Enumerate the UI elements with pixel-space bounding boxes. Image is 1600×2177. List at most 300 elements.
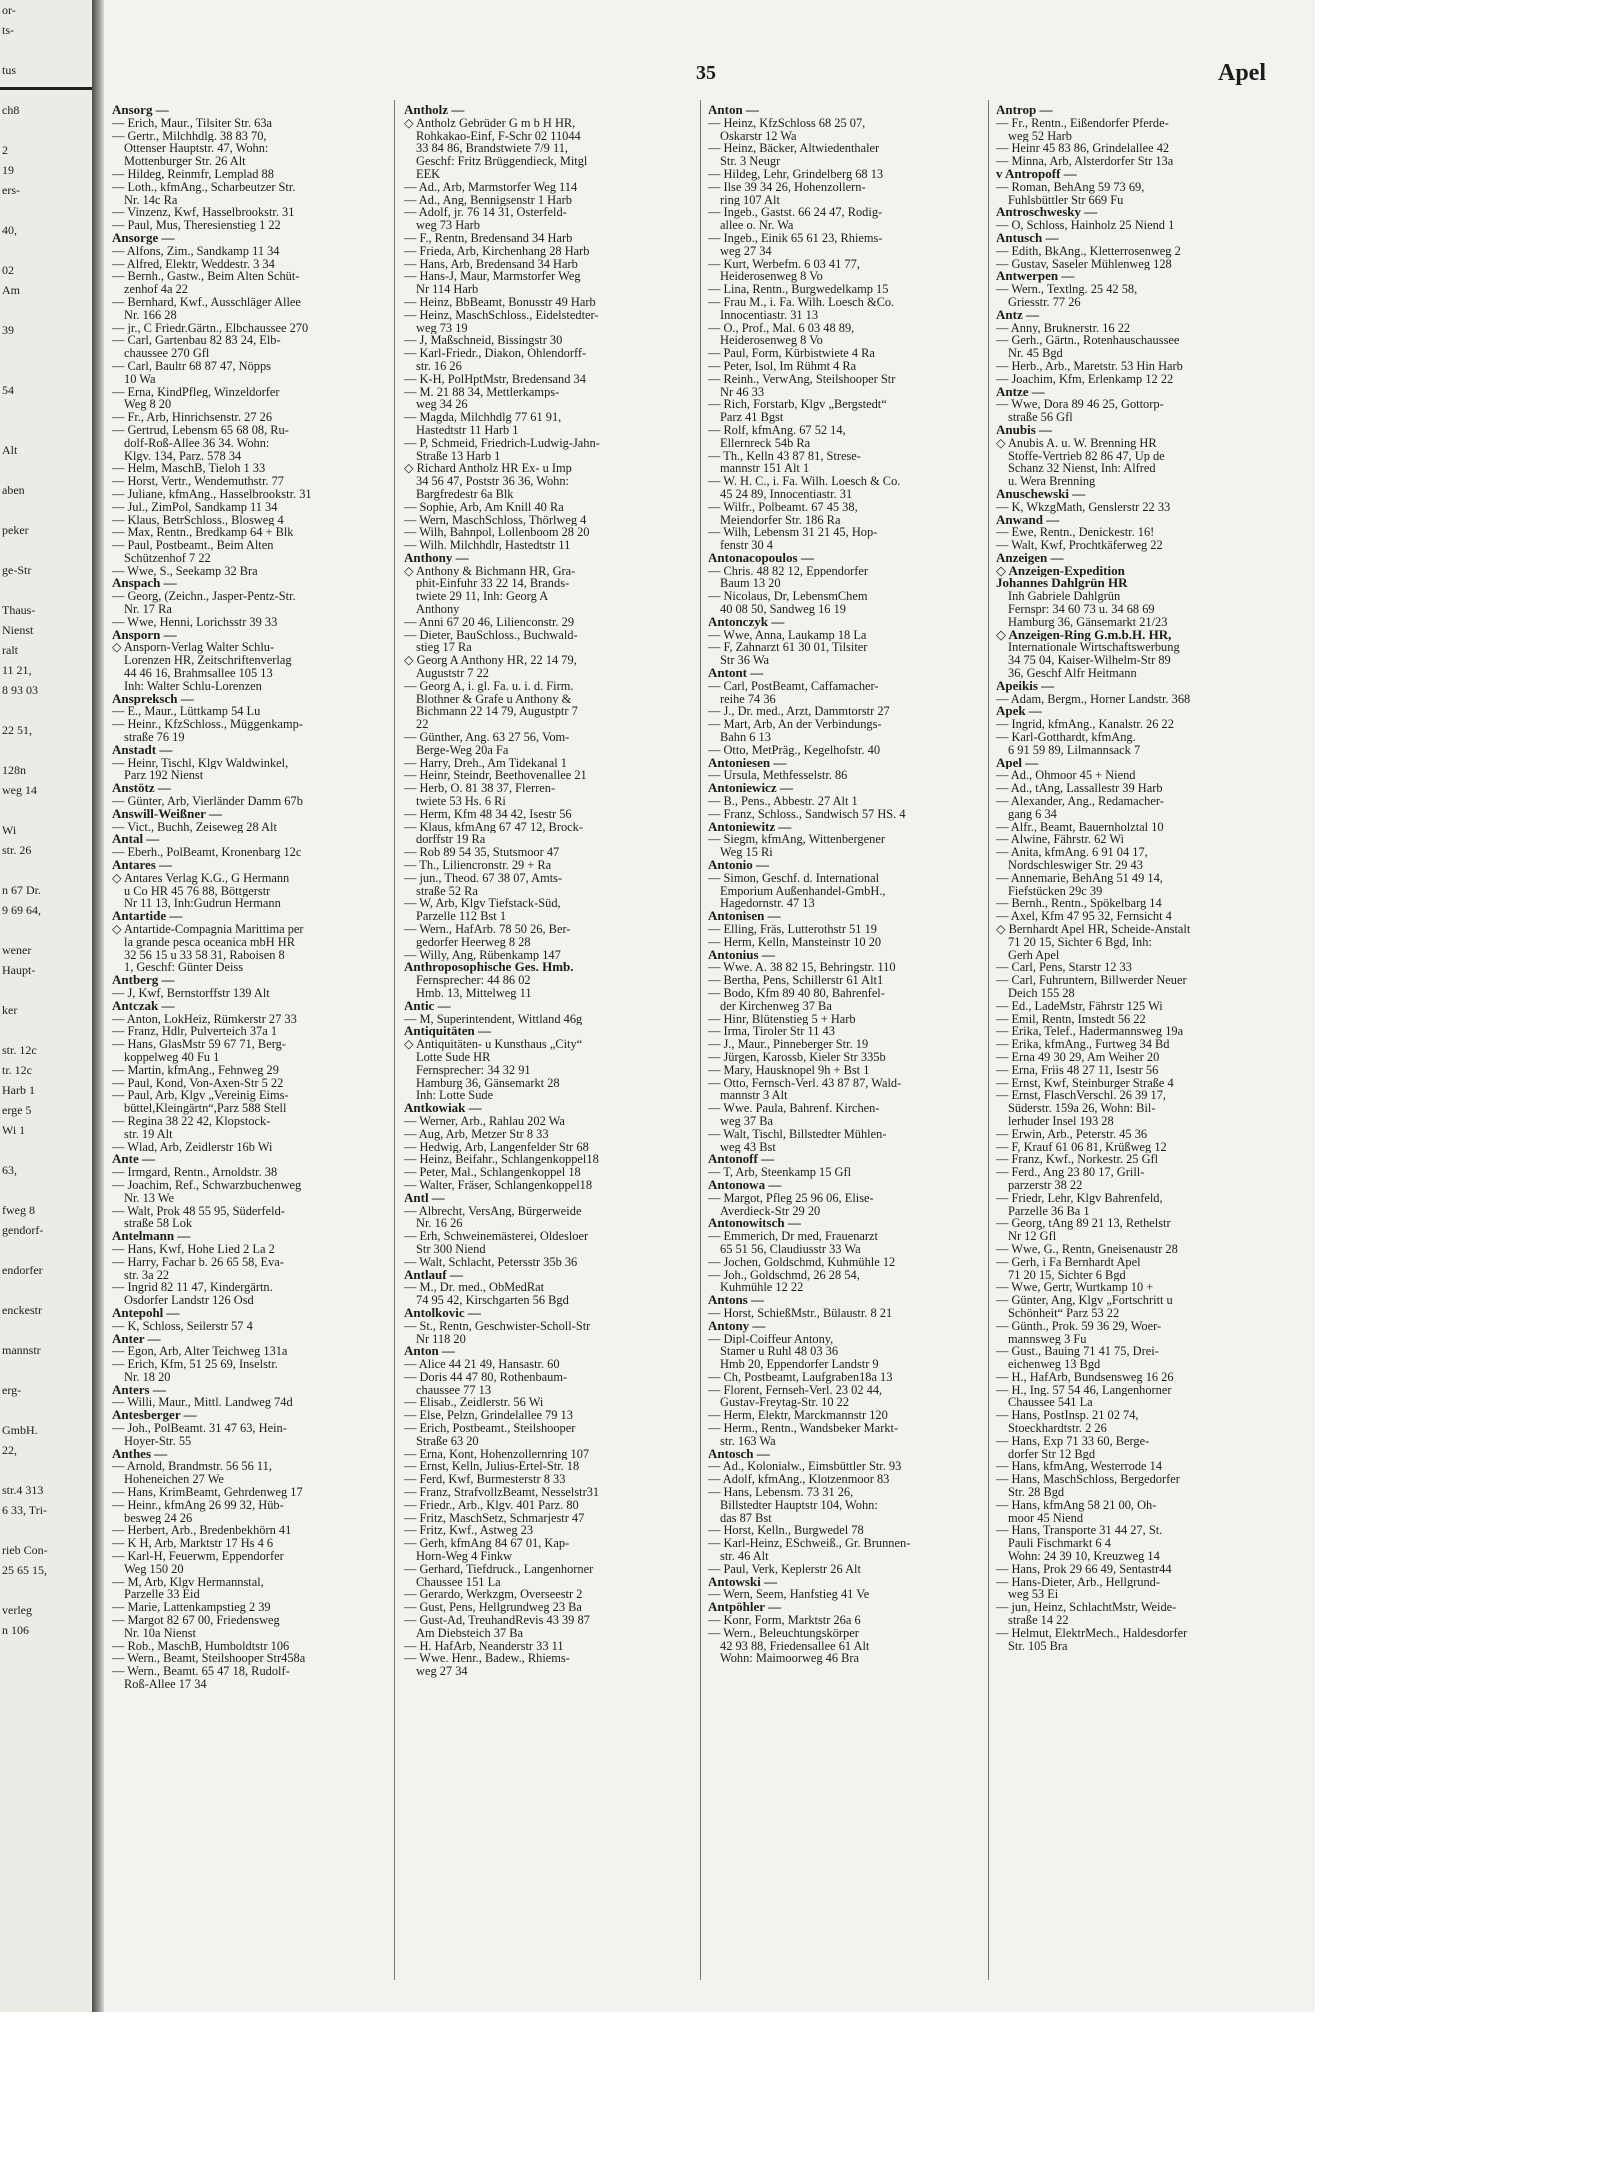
entry-continuation: Ottenser Hauptstr. 47, Wohn: <box>124 142 269 156</box>
entry-line: — Wwe, Henni, Lorichsstr 39 33 <box>112 615 278 629</box>
entry-line: — Ingeb., Gastst. 66 24 47, Rodig- <box>708 206 883 220</box>
entry-continuation: eichenweg 13 Bgd <box>1008 1358 1101 1371</box>
entry-continuation: u Co HR 45 76 88, Böttgerstr <box>124 884 271 898</box>
entry-line: — Franz, Hdlr, Pulverteich 37a 1 <box>112 1025 278 1039</box>
entry-heading: Antelmann — <box>112 1230 191 1243</box>
entry-line: — Gerh., Gärtn., Rotenhauschaussee <box>996 334 1180 348</box>
entry-line: — H., HafArb, Bundsensweg 16 26 <box>996 1370 1174 1384</box>
previous-page-fragment: 22, <box>2 1443 17 1457</box>
entry-continuation: 33 84 86, Brandstwiete 7/9 11, <box>416 142 568 156</box>
entry-line: — Erna, Friis 48 27 11, Isestr 56 <box>996 1063 1159 1077</box>
entry-continuation: dolf-Roß-Allee 36 34. Wohn: <box>124 436 270 450</box>
entry-continuation: Kuhmühle 12 22 <box>720 1281 804 1295</box>
entry-line: — O, Schloss, Hainholz 25 Niend 1 <box>996 219 1175 232</box>
entry-line: — Klaus, BetrSchloss., Blosweg 4 <box>112 513 284 527</box>
entry-line: — Bodo, Kfm 89 40 80, Bahrenfel- <box>708 986 885 1000</box>
entry-continuation: Schönheit“ Parz 53 22 <box>1008 1306 1120 1320</box>
previous-page-fragment: ch8 <box>2 103 20 117</box>
entry-heading: Antonius — <box>708 948 775 962</box>
entry-continuation: Horn-Weg 4 Finkw <box>416 1550 513 1563</box>
page-number: 35 <box>696 62 716 84</box>
entry-line: — W. H. C., i. Fa. Wilh. Loesch & Co. <box>708 475 901 488</box>
entry-heading: Anthes — <box>112 1447 168 1461</box>
entry-continuation: 44 46 16, Brahmsallee 105 13 <box>124 667 273 680</box>
entry-line: — Günth., Prok. 59 36 29, Woer- <box>996 1319 1162 1333</box>
entry-line: — Erich, Maur., Tilsiter Str. 63a <box>112 116 273 130</box>
entry-line: — Reinh., VerwAng, Steilshooper Str <box>708 372 896 386</box>
entry-continuation: Chaussee 151 La <box>416 1575 501 1589</box>
entry-continuation: 74 95 42, Kirschgarten 56 Bgd <box>416 1294 569 1307</box>
entry-heading: v Antropoff — <box>996 167 1077 181</box>
entry-continuation: Straße 63 20 <box>416 1434 479 1448</box>
entry-continuation: 45 24 89, Innocentiastr. 31 <box>720 487 853 501</box>
entry-continuation: Parzelle 36 Ba 1 <box>1008 1204 1090 1218</box>
entry-line: — Konr, Form, Marktstr 26a 6 <box>708 1614 861 1627</box>
entry-line: — Bernhard, Kwf., Ausschläger Allee <box>112 295 301 309</box>
entry-line: — Nicolaus, Dr, LebensmChem <box>708 590 868 604</box>
previous-page-fragment: 128n <box>2 763 26 777</box>
entry-line: — Ad., Ohmoor 45 + Niend <box>996 769 1136 783</box>
entry-line: — Chris. 48 82 12, Eppendorfer <box>708 564 869 578</box>
previous-page-fragment <box>0 40 92 60</box>
previous-page-fragment <box>0 460 92 480</box>
entry-line: — Ad., tAng, Lassallestr 39 Harb <box>996 782 1163 796</box>
previous-page-fragment: gendorf- <box>2 1223 44 1237</box>
entry-line: — J., Maur., Pinneberger Str. 19 <box>708 1038 869 1051</box>
entry-continuation: Innocentiastr. 31 13 <box>720 308 819 322</box>
entry-line: — Herm., Rentn., Wandsbeker Markt- <box>708 1422 899 1435</box>
entry-heading: Anton — <box>708 104 759 117</box>
previous-page-fragment: Alt <box>2 443 18 457</box>
entry-line: — Emil, Rentn, Imstedt 56 22 <box>996 1012 1146 1026</box>
entry-continuation: 22 <box>416 718 429 732</box>
entry-line: — Wwe, Gertr, Wurtkamp 10 + <box>996 1281 1154 1295</box>
previous-page-fragment: verleg <box>2 1603 32 1617</box>
entry-heading: Antosch — <box>708 1447 770 1461</box>
entry-heading: Antares — <box>112 859 173 872</box>
entry-line: — Mart, Arb, An der Verbindungs- <box>708 718 882 732</box>
entry-line: — T, Arb, Steenkamp 15 Gfl <box>708 1166 852 1179</box>
entry-heading: Anters — <box>112 1383 166 1397</box>
entry-continuation: straße 14 22 <box>1008 1614 1069 1627</box>
entry-line: — Ingeb., Einik 65 61 23, Rhiems- <box>708 231 883 245</box>
entry-line: — F., Rentn, Bredensand 34 Harb <box>404 231 573 245</box>
entry-line: — Margot 82 67 00, Friedensweg <box>112 1614 280 1627</box>
column-2 <box>404 104 672 1678</box>
entry-line: — Wwe. A. 38 82 15, Behringstr. 110 <box>708 961 896 975</box>
previous-page-fragment: GmbH. <box>2 1423 38 1437</box>
previous-page-fragment <box>0 860 92 880</box>
entry-line: — Wwe. Henr., Badew., Rhiems- <box>404 1652 570 1666</box>
entry-line: — Aug, Arb, Metzer Str 8 33 <box>404 1127 549 1141</box>
previous-page-fragment <box>0 340 92 360</box>
entry-continuation: chaussee 77 13 <box>416 1383 492 1397</box>
entry-line: — Frau M., i. Fa. Wilh. Loesch &Co. <box>708 295 895 309</box>
entry-continuation: Parzelle 33 Eid <box>124 1588 200 1602</box>
entry-line: — Hans, KrimBeamt, Gehrdenweg 17 <box>112 1486 303 1499</box>
entry-line: — Bernh., Rentn., Spökelbarg 14 <box>996 897 1162 911</box>
entry-continuation: weg 27 34 <box>720 244 772 258</box>
entry-continuation: Bargfredestr 6a Blk <box>416 487 514 501</box>
entry-line: — Ferd., Ang 23 80 17, Grill- <box>996 1166 1145 1179</box>
entry-continuation: Nr 114 Harb <box>416 283 479 296</box>
entry-line: — Jürgen, Karossb, Kieler Str 335b <box>708 1050 886 1064</box>
entry-line: — Fritz, Kwf., Astweg 23 <box>404 1524 534 1538</box>
entry-line: — Magda, Milchhdlg 77 61 91, <box>404 411 562 424</box>
entry-heading: Johannes Dahlgrün HR <box>996 577 1128 591</box>
previous-page-fragment: Nienst <box>2 623 34 637</box>
entry-heading: Antons — <box>708 1294 764 1307</box>
entry-continuation: Nr. 14c Ra <box>124 193 178 207</box>
entry-line: — Elisab., Zeidlerstr. 56 Wi <box>404 1396 544 1410</box>
entry-continuation: Blothner & Grafe u Anthony & <box>416 692 572 706</box>
entry-line: — Hans, kfmAng, Westerrode 14 <box>996 1460 1163 1474</box>
entry-continuation: Parz 192 Nienst <box>124 769 204 783</box>
entry-continuation: 71 20 15, Sichter 6 Bgd, Inh: <box>1008 935 1152 949</box>
entry-line: — Anton, LokHeiz, Rümkerstr 27 33 <box>112 1012 297 1026</box>
entry-continuation: Str. 3 Neugr <box>720 155 781 168</box>
entry-line: — Heinr 45 83 86, Grindelallee 42 <box>996 142 1170 156</box>
entry-heading: Antusch — <box>996 231 1059 245</box>
entry-line: — jun., Theod. 67 38 07, Amts- <box>404 871 563 885</box>
previous-page-fragment <box>0 1360 92 1380</box>
entry-line: — Hans, Prok 29 66 49, Sentastr44 <box>996 1562 1172 1576</box>
running-head: Apel <box>1218 60 1266 86</box>
entry-line: — Gerh, kfmAng 84 67 01, Kap- <box>404 1537 570 1551</box>
entry-continuation: Bahn 6 13 <box>720 731 771 744</box>
entry-heading: Antic — <box>404 999 451 1013</box>
entry-line: — H. HafArb, Neanderstr 33 11 <box>404 1639 564 1653</box>
entry-line: — Alice 44 21 49, Hansastr. 60 <box>404 1358 560 1371</box>
entry-heading: Antz — <box>996 308 1039 322</box>
entry-line: — Ferd, Kwf, Burmesterstr 8 33 <box>404 1473 566 1487</box>
entry-continuation: koppelweg 40 Fu 1 <box>124 1050 220 1064</box>
entry-continuation: Fiefstücken 29c 39 <box>1008 884 1103 898</box>
entry-line: — Herm, Kelln, Mansteinstr 10 20 <box>708 935 882 949</box>
previous-page-fragment <box>0 580 92 600</box>
entry-continuation: 65 51 56, Claudiusstr 33 Wa <box>720 1242 861 1256</box>
entry-continuation: Hastedtstr 11 Harb 1 <box>416 423 519 437</box>
entry-continuation: Stamer u Ruhl 48 03 36 <box>720 1345 839 1359</box>
previous-page-fragment <box>0 920 92 940</box>
entry-continuation: Meiendorfer Str. 186 Ra <box>720 513 841 527</box>
entry-line: — Gertrud, Lebensm 65 68 08, Ru- <box>112 423 289 437</box>
previous-page-fragment: Wi <box>2 823 17 837</box>
entry-continuation: moor 45 Niend <box>1008 1511 1084 1525</box>
previous-page-fragment <box>0 80 92 100</box>
entry-continuation: Lorenzen HR, Zeitschriftenverlag <box>124 654 292 668</box>
entry-line: — Rich, Forstarb, Klgv „Bergstedt“ <box>708 398 887 412</box>
entry-line: — Helmut, ElektrMech., Haldesdorfer <box>996 1626 1188 1640</box>
previous-page-fragment: 63, <box>2 1163 17 1177</box>
entry-line: — Kurt, Werbefm. 6 03 41 77, <box>708 257 860 271</box>
entry-line: — Walt, Prok 48 55 95, Süderfeld- <box>112 1204 285 1218</box>
previous-page-fragment: 9 69 64, <box>2 903 41 917</box>
entry-continuation: Auguststr 7 22 <box>416 667 489 680</box>
entry-heading: ◇ Anzeigen-Ring G.m.b.H. HR, <box>996 628 1172 642</box>
entry-continuation: Nr 11 13, Inh:Gudrun Hermann <box>124 897 281 911</box>
entry-continuation: Mottenburger Str. 26 Alt <box>124 155 246 168</box>
entry-line: — Simon, Geschf. d. International <box>708 871 880 885</box>
entry-line: — Hans, PostInsp. 21 02 74, <box>996 1409 1139 1423</box>
entry-continuation: Bichmann 22 14 79, Augustptr 7 <box>416 705 578 719</box>
entry-line: ◇ Anthony & Bichmann HR, Gra- <box>404 564 576 578</box>
entry-continuation: gang 6 34 <box>1008 807 1057 821</box>
entry-continuation: str. 46 Alt <box>720 1550 769 1563</box>
entry-line: ◇ Antartide-Compagnia Marittima per <box>112 923 304 936</box>
entry-line: ◇ Antares Verlag K.G., G Hermann <box>112 871 290 885</box>
entry-line: — Regina 38 22 42, Klopstock- <box>112 1114 271 1128</box>
entry-line: — Heinr., KfzSchloss., Müggenkamp- <box>112 718 303 732</box>
entry-heading: Anzeigen — <box>996 551 1064 565</box>
entry-continuation: Str. 105 Bra <box>1008 1639 1068 1653</box>
entry-continuation: Gerh Apel <box>1008 948 1060 962</box>
previous-page-fragment: mannstr <box>2 1343 41 1357</box>
entry-continuation: Stoeckhardtstr. 2 26 <box>1008 1422 1107 1435</box>
entry-continuation: Schützenhof 7 22 <box>124 551 211 565</box>
entry-line: — Otto, Fernsch-Verl. 43 87 87, Wald- <box>708 1076 902 1090</box>
entry-heading: Antal — <box>112 833 160 847</box>
entry-line: — Wern., Textlng. 25 42 58, <box>996 283 1138 296</box>
previous-page-fragment: Am <box>2 283 20 297</box>
entry-line: — Ernst, Kelln, Julius-Ertel-Str. 18 <box>404 1460 580 1474</box>
entry-line: — K-H, PolHptMstr, Bredensand 34 <box>404 372 586 386</box>
entry-continuation: der Kirchenweg 37 Ba <box>720 999 832 1013</box>
entry-continuation: 1, Geschf: Günter Deiss <box>124 961 244 975</box>
entry-line: — Karl-Friedr., Diakon, Ohlendorff- <box>404 347 587 360</box>
previous-page-fragment: n 106 <box>2 1623 29 1637</box>
entry-continuation: u. Wera Brenning <box>1008 475 1096 488</box>
entry-continuation: Hoyer-Str. 55 <box>124 1434 192 1448</box>
entry-continuation: Hamburg 36, Gänsemarkt 21/23 <box>1008 615 1168 629</box>
previous-page-fragment <box>0 1280 92 1300</box>
entry-line: — Wern., Beamt, Steilshooper Str458a <box>112 1652 306 1666</box>
entry-line: — Carl, PostBeamt, Caffamacher- <box>708 679 879 693</box>
entry-line: — Vict., Buchh, Zeiseweg 28 Alt <box>112 820 277 834</box>
entry-line: — Heinz, BbBeamt, Bonusstr 49 Harb <box>404 295 596 309</box>
entry-continuation: Deich 155 28 <box>1008 986 1075 1000</box>
entry-line: — Fr., Rentn., Eißendorfer Pferde- <box>996 116 1169 130</box>
entry-line: ◇ Anubis A. u. W. Brenning HR <box>996 436 1157 450</box>
entry-line: — Rolf, kfmAng. 67 52 14, <box>708 423 846 437</box>
entry-line: — Gust-Ad, TreuhandRevis 43 39 87 <box>404 1614 590 1627</box>
entry-line: — Hildeg, Reinmfr, Lemplad 88 <box>112 167 274 181</box>
entry-continuation: Weg 150 20 <box>124 1562 184 1576</box>
entry-line: — Sophie, Arb, Am Knill 40 Ra <box>404 500 564 514</box>
previous-page-fragment: rieb Con- <box>2 1543 48 1557</box>
entry-continuation: weg 53 Ei <box>1008 1588 1059 1602</box>
entry-continuation: weg 43 Bst <box>720 1140 776 1154</box>
entry-line: — Else, Pelzn, Grindelallee 79 13 <box>404 1409 573 1423</box>
entry-heading: Antonio — <box>708 859 770 872</box>
previous-page-fragment: str. 26 <box>2 843 32 857</box>
entry-line: — Hans, Lebensm. 73 31 26, <box>708 1486 854 1499</box>
entry-line: ◇ Richard Antholz HR Ex- u Imp <box>404 462 572 476</box>
entry-continuation: Internationale Wirtschaftswerbung <box>1008 641 1180 655</box>
entry-line: — Alfons, Zim., Sandkamp 11 34 <box>112 244 280 258</box>
entry-line: — Otto, MetPräg., Kegelhofstr. 40 <box>708 743 881 757</box>
entry-heading: Antonoff — <box>708 1153 775 1167</box>
entry-line: — Egon, Arb, Alter Teichweg 131a <box>112 1345 288 1359</box>
entry-heading: Anuschewski — <box>996 487 1086 501</box>
column-divider <box>988 100 989 1980</box>
entry-continuation: Anthony <box>416 603 460 616</box>
entry-line: — Paul, Form, Kürbistwiete 4 Ra <box>708 347 875 360</box>
previous-page-fragment <box>0 400 92 420</box>
entry-line: — Th., Liliencronstr. 29 + Ra <box>404 859 552 872</box>
entry-line: — jun, Heinz, SchlachtMstr, Weide- <box>996 1601 1177 1615</box>
entry-continuation: allee o. Nr. Wa <box>720 219 794 232</box>
entry-line: — Günter, Arb, Vierländer Damm 67b <box>112 795 303 808</box>
entry-continuation: 34 75 04, Kaiser-Wilhelm-Str 89 <box>1008 654 1171 668</box>
entry-heading: Ante — <box>112 1153 155 1167</box>
entry-line: — M, Superintendent, Wittland 46g <box>404 1012 583 1026</box>
entry-line: — Anny, Bruknerstr. 16 22 <box>996 321 1131 335</box>
entry-continuation: 36, Geschf Alfr Heitmann <box>1008 667 1137 680</box>
entry-continuation: Hmb. 13, Mittelweg 11 <box>416 986 532 1000</box>
entry-continuation: Rohkakao-Einf, F-Schr 02 11044 <box>416 129 581 143</box>
entry-line: ◇ Ansporn-Verlag Walter Schlu- <box>112 641 275 655</box>
entry-continuation: Billstedter Hauptstr 104, Wohn: <box>720 1498 878 1512</box>
entry-line: — Emmerich, Dr med, Frauenarzt <box>708 1230 878 1243</box>
previous-page-fragment: 6 33, Tri- <box>2 1503 48 1517</box>
entry-heading: Anthony — <box>404 551 469 565</box>
entry-continuation: Str 300 Niend <box>416 1242 486 1256</box>
previous-page-fragment: Harb 1 <box>2 1083 35 1097</box>
entry-heading: Antholz — <box>404 104 465 117</box>
previous-page-fragment: tr. 12c <box>2 1063 32 1077</box>
entry-continuation: Hagedornstr. 47 13 <box>720 897 815 911</box>
entry-line: — Hans, Exp 71 33 60, Berge- <box>996 1434 1150 1448</box>
column-divider <box>394 100 395 1980</box>
previous-page-fragment: 2 <box>2 143 8 157</box>
entry-continuation: Averdieck-Str 29 20 <box>720 1204 821 1218</box>
entry-continuation: str. 16 26 <box>416 359 462 373</box>
entry-line: — Paul, Kond, Von-Axen-Str 5 22 <box>112 1076 284 1090</box>
entry-line: — Bertha, Pens, Schillerstr 61 Alt1 <box>708 974 884 987</box>
previous-page-fragment: peker <box>2 523 29 537</box>
entry-line: — Gerardo, Werkzgm, Overseestr 2 <box>404 1588 583 1602</box>
entry-line: — Herm, Elektr, Marckmannstr 120 <box>708 1409 888 1423</box>
entry-continuation: Geschf: Fritz Brüggendieck, Mitgl <box>416 155 588 168</box>
previous-page-fragment <box>0 1520 92 1540</box>
entry-heading: Antwerpen — <box>996 270 1075 284</box>
entry-line: — Franz, Kwf., Norkestr. 25 Gfl <box>996 1153 1159 1167</box>
entry-heading: Antonowitsch — <box>708 1217 801 1231</box>
entry-continuation: 71 20 15, Sichter 6 Bgd <box>1008 1268 1126 1282</box>
entry-line: — Erh, Schweinemästerei, Oldesloer <box>404 1230 589 1243</box>
entry-line: — Erna 49 30 29, Am Weiher 20 <box>996 1050 1160 1064</box>
entry-line: — Heinz, Bäcker, Altwiedenthaler <box>708 142 880 156</box>
entry-line: — Hedwig, Arb, Langenfelder Str 68 <box>404 1140 589 1154</box>
entry-line: — Georg, (Zeichn., Jasper-Pentz-Str. <box>112 590 296 604</box>
previous-page-fragment: 22 51, <box>2 723 32 737</box>
entry-heading: Antlauf — <box>404 1268 463 1282</box>
entry-heading: Apek — <box>996 705 1042 719</box>
previous-page-fragment: ralt <box>2 643 18 657</box>
entry-line: — Ernst, FlaschVerschl. 26 39 17, <box>996 1089 1167 1103</box>
entry-line: — E., Maur., Lüttkamp 54 Lu <box>112 705 261 719</box>
entry-line: — Eberh., PolBeamt, Kronenbarg 12c <box>112 846 302 860</box>
entry-continuation: Fernspr: 34 60 73 u. 34 68 69 <box>1008 603 1155 616</box>
entry-continuation: weg 73 Harb <box>416 219 480 232</box>
entry-line: — F, Krauf 61 06 81, Krüßweg 12 <box>996 1140 1167 1154</box>
entry-line: — Siegm, kfmAng, Wittenbergener <box>708 833 885 847</box>
entry-line: — Wilfr., Polbeamt. 67 45 38, <box>708 500 858 514</box>
entry-continuation: 10 Wa <box>124 372 156 386</box>
previous-page-fragment <box>0 1020 92 1040</box>
entry-line: — Wwe, G., Rentn, Gneisenaustr 28 <box>996 1242 1178 1256</box>
entry-line: — Alexander, Ang., Redamacher- <box>996 795 1164 808</box>
previous-page-fragment: fweg 8 <box>2 1203 35 1217</box>
entry-line: — Adolf, jr. 76 14 31, Osterfeld- <box>404 206 567 220</box>
entry-line: — Wlad, Arb, Zeidlerstr 16b Wi <box>112 1140 273 1154</box>
entry-heading: ◇ Anzeigen-Expedition <box>996 564 1125 578</box>
entry-line: — Walt, Tischl, Billstedter Mühlen- <box>708 1127 887 1141</box>
entry-continuation: Heiderosenweg 8 Vo <box>720 270 823 284</box>
entry-line: — Walt, Kwf, Prochtkäferweg 22 <box>996 539 1163 552</box>
entry-line: — Paul, Verk, Keplerstr 26 Alt <box>708 1562 861 1576</box>
previous-page-fragment: n 67 Dr. <box>2 883 41 897</box>
entry-line: — Jochen, Goldschmd, Kuhmühle 12 <box>708 1255 896 1269</box>
previous-page-fragment <box>0 1140 92 1160</box>
entry-line: — Herm, Kfm 48 34 42, Isestr 56 <box>404 807 572 821</box>
entry-continuation: Parz 41 Bgst <box>720 411 784 424</box>
entry-line: — Helm, MaschB, Tieloh 1 33 <box>112 462 266 476</box>
entry-line: — Ursula, Methfesselstr. 86 <box>708 769 848 783</box>
entry-line: ◇ Georg A Anthony HR, 22 14 79, <box>404 654 577 668</box>
entry-heading: Antowski — <box>708 1575 777 1589</box>
entry-line: — H., Ing. 57 54 46, Langenhorner <box>996 1383 1172 1397</box>
entry-continuation: Wohn: Maimoorweg 46 Bra <box>720 1652 860 1666</box>
entry-line: — O., Prof., Mal. 6 03 48 89, <box>708 321 855 335</box>
entry-line: — K, Schloss, Seilerstr 57 4 <box>112 1319 253 1333</box>
entry-line: — Wern, Seem, Hanfstieg 41 Ve <box>708 1588 870 1602</box>
entry-line: — Alfr., Beamt, Bauernholztal 10 <box>996 820 1164 834</box>
entry-heading: Antczak — <box>112 999 175 1013</box>
entry-continuation: Nr 118 20 <box>416 1332 466 1346</box>
entry-continuation: Fuhlsbüttler Str 669 Fu <box>1008 193 1124 207</box>
entry-line: — Carl, Fuhruntern, Billwerder Neuer <box>996 974 1187 987</box>
entry-line: — Anita, kfmAng. 6 91 04 17, <box>996 846 1148 860</box>
entry-line: — Max, Rentn., Bredkamp 64 + Blk <box>112 526 294 540</box>
entry-heading: Antont — <box>708 667 764 680</box>
previous-page-fragment: erge 5 <box>2 1103 32 1117</box>
entry-heading: Antesberger — <box>112 1409 197 1423</box>
entry-line: — Hans, GlasMstr 59 67 71, Berg- <box>112 1038 286 1051</box>
entry-line: — P, Schmeid, Friedrich-Ludwig-Jahn- <box>404 436 600 450</box>
previous-page-fragment: 02 <box>2 263 14 277</box>
previous-page-rule <box>0 87 92 90</box>
entry-line: — Edith, BkAng., Kletterrosenweg 2 <box>996 244 1181 258</box>
entry-continuation: Hmb 20, Eppendorfer Landstr 9 <box>720 1358 879 1371</box>
entry-continuation: Heiderosenweg 8 Vo <box>720 334 823 348</box>
entry-line: — J, Maßschneid, Bissingstr 30 <box>404 334 563 348</box>
entry-line: — Arnold, Brandmstr. 56 56 11, <box>112 1460 272 1474</box>
directory-page <box>108 0 1308 2012</box>
entry-line: — Walt, Schlacht, Petersstr 35b 36 <box>404 1255 578 1269</box>
entry-line: — Wwe, Anna, Laukamp 18 La <box>708 628 867 642</box>
previous-page-fragment: Haupt- <box>2 963 36 977</box>
entry-line: — Joh., Goldschmd, 26 28 54, <box>708 1268 860 1282</box>
previous-page-fragment <box>0 540 92 560</box>
entry-continuation: Ellernreck 54b Ra <box>720 436 811 450</box>
entry-line: — St., Rentn, Geschwister-Scholl-Str <box>404 1319 591 1333</box>
entry-line: — Herb., Arb., Maretstr. 53 Hin Harb <box>996 359 1183 373</box>
previous-page-fragment: wener <box>2 943 32 957</box>
entry-continuation: straße 76 19 <box>124 731 185 744</box>
entry-line: — Erna, KindPfleg, Winzeldorfer <box>112 385 280 399</box>
